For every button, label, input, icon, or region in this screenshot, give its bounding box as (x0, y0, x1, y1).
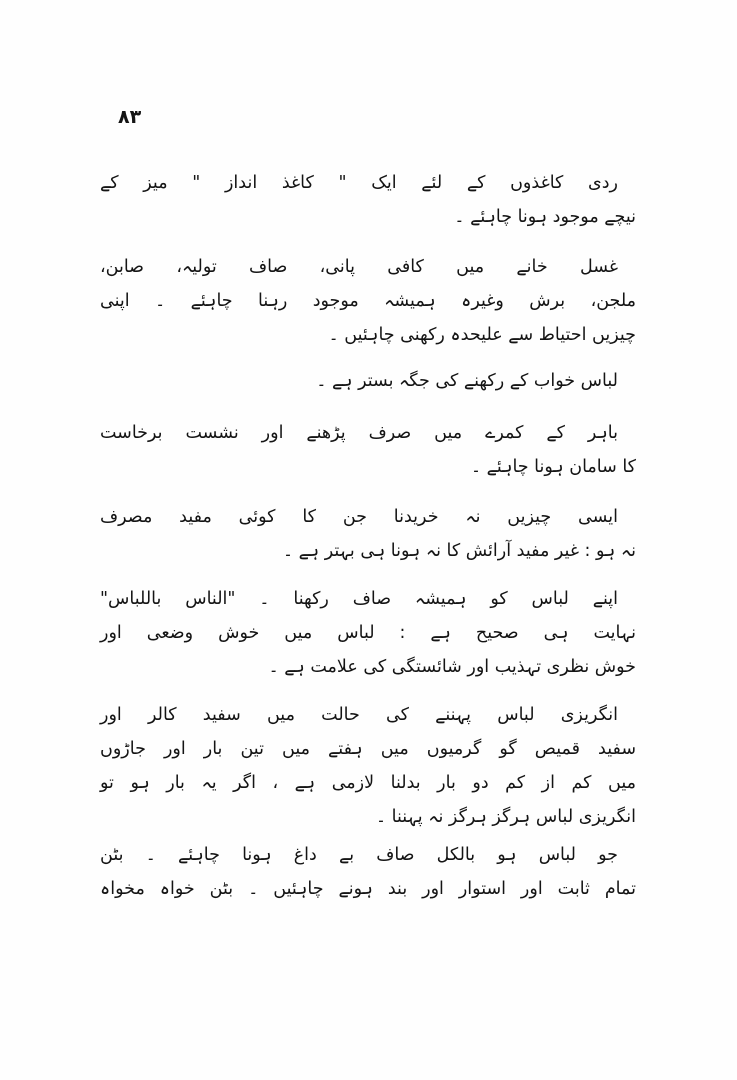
text-line: ملجن، برش وغیرہ ہمیشہ موجود رہنا چاہئے ۔ اپنی (100, 291, 636, 311)
paragraph-3 (100, 364, 636, 398)
text-line: غسل خانے میں کافی پانی، صاف تولیہ، صابن، (100, 257, 618, 277)
paragraph-4 (100, 416, 636, 484)
text-line: ایسی چیزیں نہ خریدنا جن کا کوئی مفید مصرف (100, 507, 618, 527)
text-line: نہ ہو : غیر مفید آرائش کا نہ ہونا ہی بہتر ہے ۔ (282, 541, 636, 561)
text-line: جو لباس ہو بالکل صاف بے داغ ہونا چاہئے ۔ بٹن (100, 845, 618, 865)
text-line: خوش نظری تہذیب اور شائستگی کی علامت ہے ۔ (268, 657, 636, 677)
paragraph-1 (100, 166, 636, 234)
paragraph-7 (100, 698, 636, 834)
text-line: انگریزی لباس پہننے کی حالت میں سفید کالر اور (100, 705, 618, 725)
paragraph-2 (100, 250, 636, 352)
text-line: ردی کاغذوں کے لئے ایک " کاغذ انداز " میز کے (100, 173, 618, 193)
text-line: انگریزی لباس ہرگز ہرگز نہ پہننا ۔ (375, 807, 636, 827)
text-line: نہایت ہی صحیح ہے : لباس میں خوش وضعی اور (100, 623, 636, 643)
text-line: سفید قمیص گو گرمیوں میں ہفتے میں تین بار اور جاڑوں (100, 739, 636, 759)
text-line: میں کم از کم دو بار بدلنا لازمی ہے ، اگر یہ بار ہو تو (100, 773, 636, 793)
paragraph-5 (100, 500, 636, 568)
text-line: کا سامان ہونا چاہئے ۔ (470, 457, 636, 477)
paragraph-8 (100, 838, 636, 906)
text-line: تمام ثابت اور استوار اور بند ہونے چاہئیں ۔ بٹن خواہ مخواہ (100, 879, 636, 899)
paragraph-6 (100, 582, 636, 684)
text-line: چیزیں احتیاط سے علیحدہ رکھنی چاہئیں ۔ (328, 325, 636, 345)
text-line: اپنے لباس کو ہمیشہ صاف رکھنا ۔ "الناس باللباس" (100, 589, 618, 609)
text-line: نیچے موجود ہونا چاہئے ۔ (454, 207, 636, 227)
text-line: باہر کے کمرے میں صرف پڑھنے اور نشست برخاست (100, 423, 618, 443)
page-number: ۸۳ (118, 106, 142, 128)
text-line: لباس خواب کے رکھنے کی جگہ بستر ہے ۔ (316, 371, 618, 391)
